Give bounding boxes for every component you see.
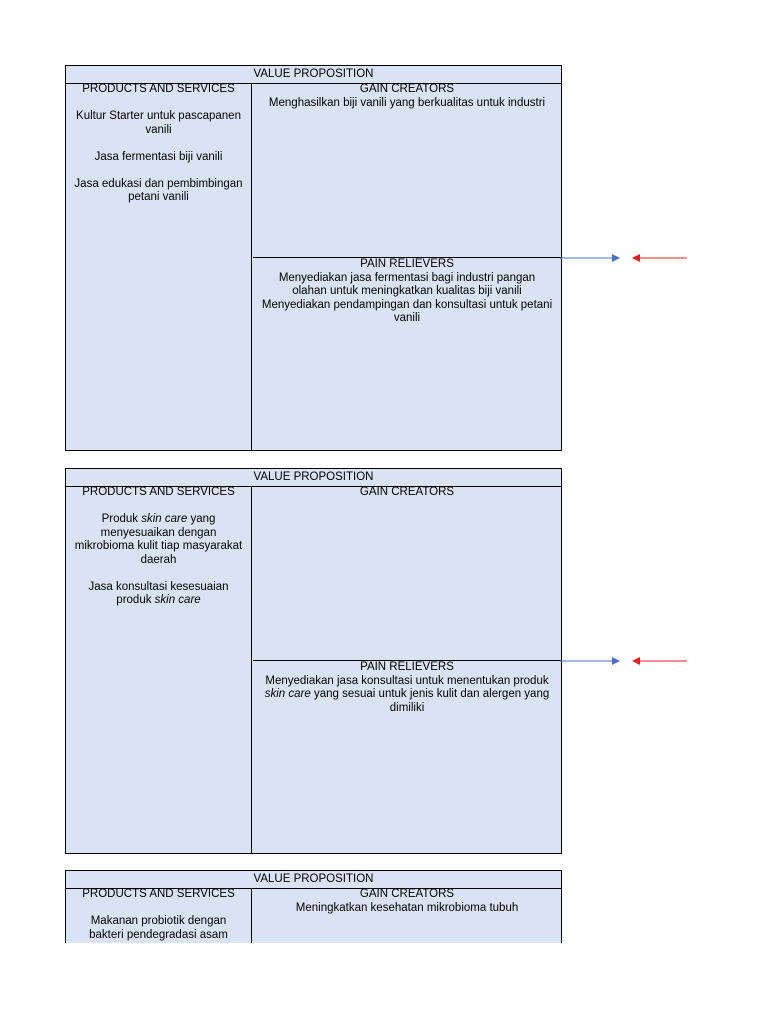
panel-title: VALUE PROPOSITION [66,66,561,84]
product-text: Produk [101,513,142,525]
right-column [253,83,561,450]
product-text: Jasa konsultasi kesesuaian produk [88,580,229,606]
gain-creators-header: GAIN CREATORS [359,83,455,95]
product-item: Jasa edukasi dan pembimbingan petani vanili [74,177,243,203]
product-item: Jasa fermentasi biji vanili [94,150,223,163]
pain-text-italic: skin care [264,688,311,700]
connector-arrows-1 [560,252,690,264]
gain-creators-header: GAIN CREATORS [359,888,455,900]
product-text-italic: skin care [141,513,188,525]
products-header: PRODUCTS AND SERVICES [82,486,235,498]
value-proposition-panel-2 [65,468,562,854]
right-column [253,486,561,853]
value-proposition-panel-3 [65,870,562,943]
red-arrow-head-icon [632,657,640,665]
red-arrow-head-icon [632,254,640,262]
pain-relievers-header: PAIN RELIEVERS [360,661,454,673]
gain-creators-text: Meningkatkan kesehatan mikrobioma tubuh [295,901,519,914]
pain-relievers-section [253,660,561,853]
gain-creators-section [253,888,561,915]
right-column [253,888,561,943]
gain-creators-section [253,83,561,256]
gain-creators-section [253,486,561,659]
gain-creators-text: Menghasilkan biji vanili yang berkualitas untuk industri [268,96,546,109]
pain-relievers-text-1: Menyediakan jasa fermentasi bagi industri pangan olahan untuk meningkatkan kualitas biji vanili [278,271,536,297]
products-and-services-column [66,888,252,943]
blue-arrow-head-icon [612,254,620,262]
pain-relievers-section [253,257,561,450]
pain-relievers-text [261,675,553,716]
panel-title: VALUE PROPOSITION [66,469,561,487]
pain-relievers-text-2: Menyediakan pendampingan dan konsultasi untuk petani vanili [261,298,553,324]
products-header: PRODUCTS AND SERVICES [82,888,235,900]
pain-text: Menyediakan jasa konsultasi untuk menentukan produk [265,674,549,687]
panel-title: VALUE PROPOSITION [66,871,561,889]
connector-arrows-2 [560,655,690,667]
product-item [72,513,245,567]
product-item [72,581,245,608]
products-and-services-column [66,486,252,853]
product-text: yang menyesuaikan dengan mikrobioma kulit tiap masyarakat daerah [74,513,243,566]
gain-creators-header: GAIN CREATORS [359,486,455,498]
products-header: PRODUCTS AND SERVICES [82,83,235,95]
blue-arrow-head-icon [612,657,620,665]
product-item: Makanan probiotik dengan bakteri pendegradasi asam [89,915,228,941]
pain-relievers-header: PAIN RELIEVERS [360,258,454,270]
product-text-italic: skin care [154,594,201,606]
product-item: Kultur Starter untuk pascapanen vanili [76,110,241,136]
value-proposition-panel-1 [65,65,562,451]
products-and-services-column [66,83,252,450]
pain-text: yang sesuai untuk jenis kulit dan alergen yang dimiliki [310,688,550,714]
